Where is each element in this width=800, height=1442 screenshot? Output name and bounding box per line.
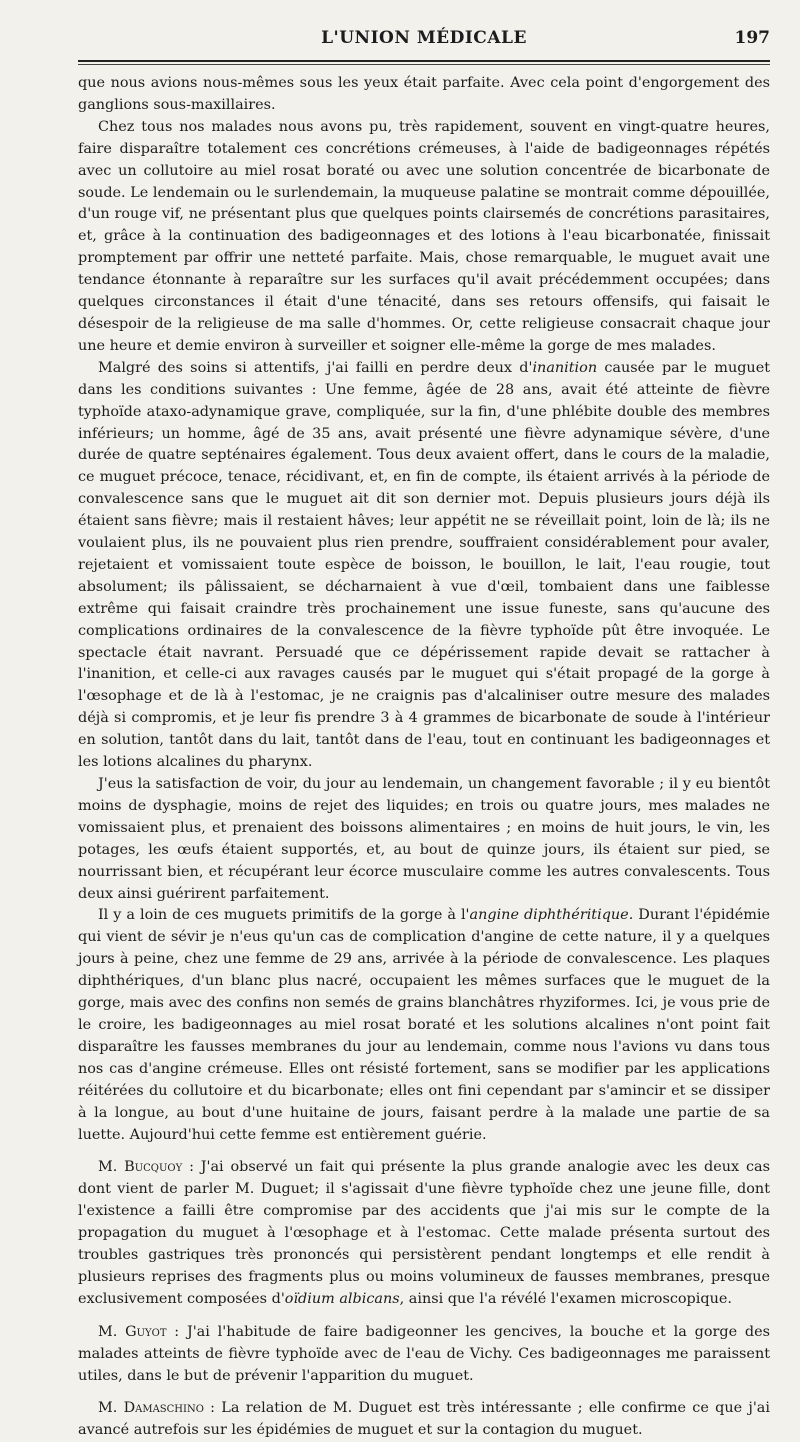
page-header — [78, 28, 770, 58]
text-run: : J'ai l'habitude de faire badigeonner les gencives, la bouche et la gorge des malades atteints de fièvre typhoïde avec de l'eau de Vichy. Ces badigeonnages me paraissent utiles, dans le but de prévenir l'apparition du muguet. — [78, 1323, 770, 1384]
paragraph: J'eus la satisfaction de voir, du jour au lendemain, un changement favorable ; il y eu bientôt moins de dysphagie, moins de rejet des liquides; en trois ou quatre jours, mes malades ne vomissaient plus, et prenaient des boissons alimentaires ; en moins de huit jours, le vin, les potages, les œufs étaient supportés, et, au bout de quinze jours, ils étaient sur pied, se nourrissant bien, et récupérant leur écorce musculaire comme les autres convalescents. Tous deux ainsi guérirent parfaitement. — [78, 776, 770, 902]
speaker-name: Damaschino — [123, 1400, 204, 1417]
paragraph — [78, 358, 770, 774]
page-number: 197 — [734, 28, 770, 48]
italic-term: oïdium albicans — [284, 1290, 400, 1307]
speaker-name: Guyot — [125, 1323, 167, 1340]
italic-term: angine diphthéritique. — [469, 907, 634, 924]
text-run: M. — [98, 1400, 124, 1417]
text-run: , ainsi que l'a révélé l'examen microscopique. — [399, 1290, 732, 1307]
text-run: M. — [98, 1159, 125, 1176]
speaker-paragraph — [78, 1157, 770, 1310]
header-rule — [78, 60, 770, 62]
text-run: : La relation de M. Duguet est très intéressante ; elle confirme ce que j'ai avancé autrefois sur les épidémies de muguet et sur la contagion du muguet. — [78, 1400, 770, 1439]
text-run: Malgré des soins si attentifs, j'ai failli en perdre deux d' — [98, 359, 533, 376]
italic-term: inanition — [532, 359, 598, 376]
paragraph: Chez tous nos malades nous avons pu, très rapidement, souvent en vingt-quatre heures, faire disparaître totalement ces concrétions crémeuses, à l'aide de badigeonnages répétés avec un collutoire au miel rosat boraté ou avec une solution concentrée de bicarbonate de soude. Le lendemain ou le surlendemain, la muqueuse palatine se montrait comme dépouillée, d'un rouge vif, ne présentant plus que quelques points clairsemés de concrétions parasitaires, et, grâce à la continuation des badigeonnages et des lotions à l'eau bicarbonatée, finissait promptement par offrir une netteté parfaite. Mais, chose remarquable, le muguet avait une tendance étonnante à reparaître sur les surfaces qu'il avait précédemment occupées; dans quelques circonstances il était d'une ténacité, dans ses retours offensifs, qui faisait le désespoir de la religieuse de ma salle d'hommes. Or, cette religieuse consacrait chaque jour une heure et demie environ à surveiller et soigner elle-même la gorge de mes malades. — [78, 118, 770, 354]
article-body — [78, 73, 770, 1442]
paragraph — [78, 905, 770, 1146]
text-run: Il y a loin de ces muguets primitifs de la gorge à l' — [98, 907, 470, 924]
running-title: L'UNION MÉDICALE — [321, 28, 527, 48]
paragraph: que nous avions nous-mêmes sous les yeux était parfaite. Avec cela point d'engorgement des ganglions sous-maxillaires. — [78, 75, 770, 113]
text-run: : J'ai observé un fait qui présente la plus grande analogie avec les deux cas dont vient de parler M. Duguet; il s'agissait d'une fièvre typhoïde chez une jeune fille, dont l'existence a failli être compromise par des accidents que j'ai mis sur le compte de la propagation du muguet à l'œsophage et à l'estomac. Cette malade présenta surtout des troubles gastriques très prononcés qui persistèrent pendant longtemps et elle rendit à plusieurs reprises des fragments plus ou moins volumineux de fausses membranes, presque exclusivement composées d' — [78, 1159, 770, 1307]
speaker-paragraph — [78, 1322, 770, 1388]
journal-page — [78, 28, 770, 1442]
speaker-name: Bucquoy — [124, 1159, 183, 1176]
text-run: causée par le muguet dans les conditions suivantes : Une femme, âgée de 28 ans, avait été atteinte de fièvre typhoïde ataxo-adynamique grave, compliquée, sur la fin, d'une phlébite double des membres inférieurs; un homme, âgé de 35 ans, avait présenté une fièvre adynamique sévère, d'une durée de quatre septénaires également. Tous deux avaient offert, dans le cours de la maladie, ce muguet précoce, tenace, récidivant, et, en fin de compte, ils étaient arrivés à la période de convalescence sans que le muguet ait dit son dernier mot. Depuis plusieurs jours déjà ils étaient sans fièvre; mais il restaient hâves; leur appétit ne se réveillait point, loin de là; ils ne voulaient plus, ils ne pouvaient plus rien prendre, souffraient considérablement pour avaler, rejetaient et vomissaient toute espèce de boisson, le bouillon, le lait, l'eau rougie, tout absolument; ils pâlissaient, se décharnaient à vue d'œil, tombaient dans une faiblesse extrême qui faisait craindre très prochainement une issue funeste, sans qu'aucune des complications ordinaires de la convalescence de la fièvre typhoïde pût être invoquée. Le spectacle était navrant. Persuadé que ce dépérissement rapide devait se rattacher à l'inanition, et celle-ci aux ravages causés par le muguet qui s'était propagé de la gorge à l'œsophage et de là à l'estomac, je ne craignis pas d'alcaliniser outre mesure des malades déjà si compromis, et je leur fis prendre 3 à 4 grammes de bicarbonate de soude à l'intérieur en solution, tantôt dans du lait, tantôt dans de l'eau, tout en continuant les badigeonnages et les lotions alcalines du pharynx. — [78, 359, 770, 771]
speaker-paragraph — [78, 1398, 770, 1442]
header-rule-thin — [78, 64, 770, 65]
text-run: Durant l'épidémie qui vient de sévir je n'eus qu'un cas de complication d'angine de cette nature, il y a quelques jours à peine, chez une femme de 29 ans, arrivée à la période de convalescence. Les plaques diphthériques, d'un blanc plus nacré, occupaient les mêmes surfaces que le muguet de la gorge, mais avec des confins non semés de grains blanchâtres rhyziformes. Ici, je vous prie de le croire, les badigeonnages au miel rosat boraté et les solutions alcalines n'ont point fait disparaître les fausses membranes du jour au lendemain, comme nous l'avions vu dans tous nos cas d'angine crémeuse. Elles ont résisté fortement, sans se modifier par les applications réitérées du collutoire et du bicarbonate; elles ont fini cependant par s'amincir et se dissiper à la longue, au bout d'une huitaine de jours, faisant perdre à la malade une partie de sa luette. Aujourd'hui cette femme est entièrement guérie. — [78, 907, 770, 1143]
text-run: M. — [98, 1323, 126, 1340]
